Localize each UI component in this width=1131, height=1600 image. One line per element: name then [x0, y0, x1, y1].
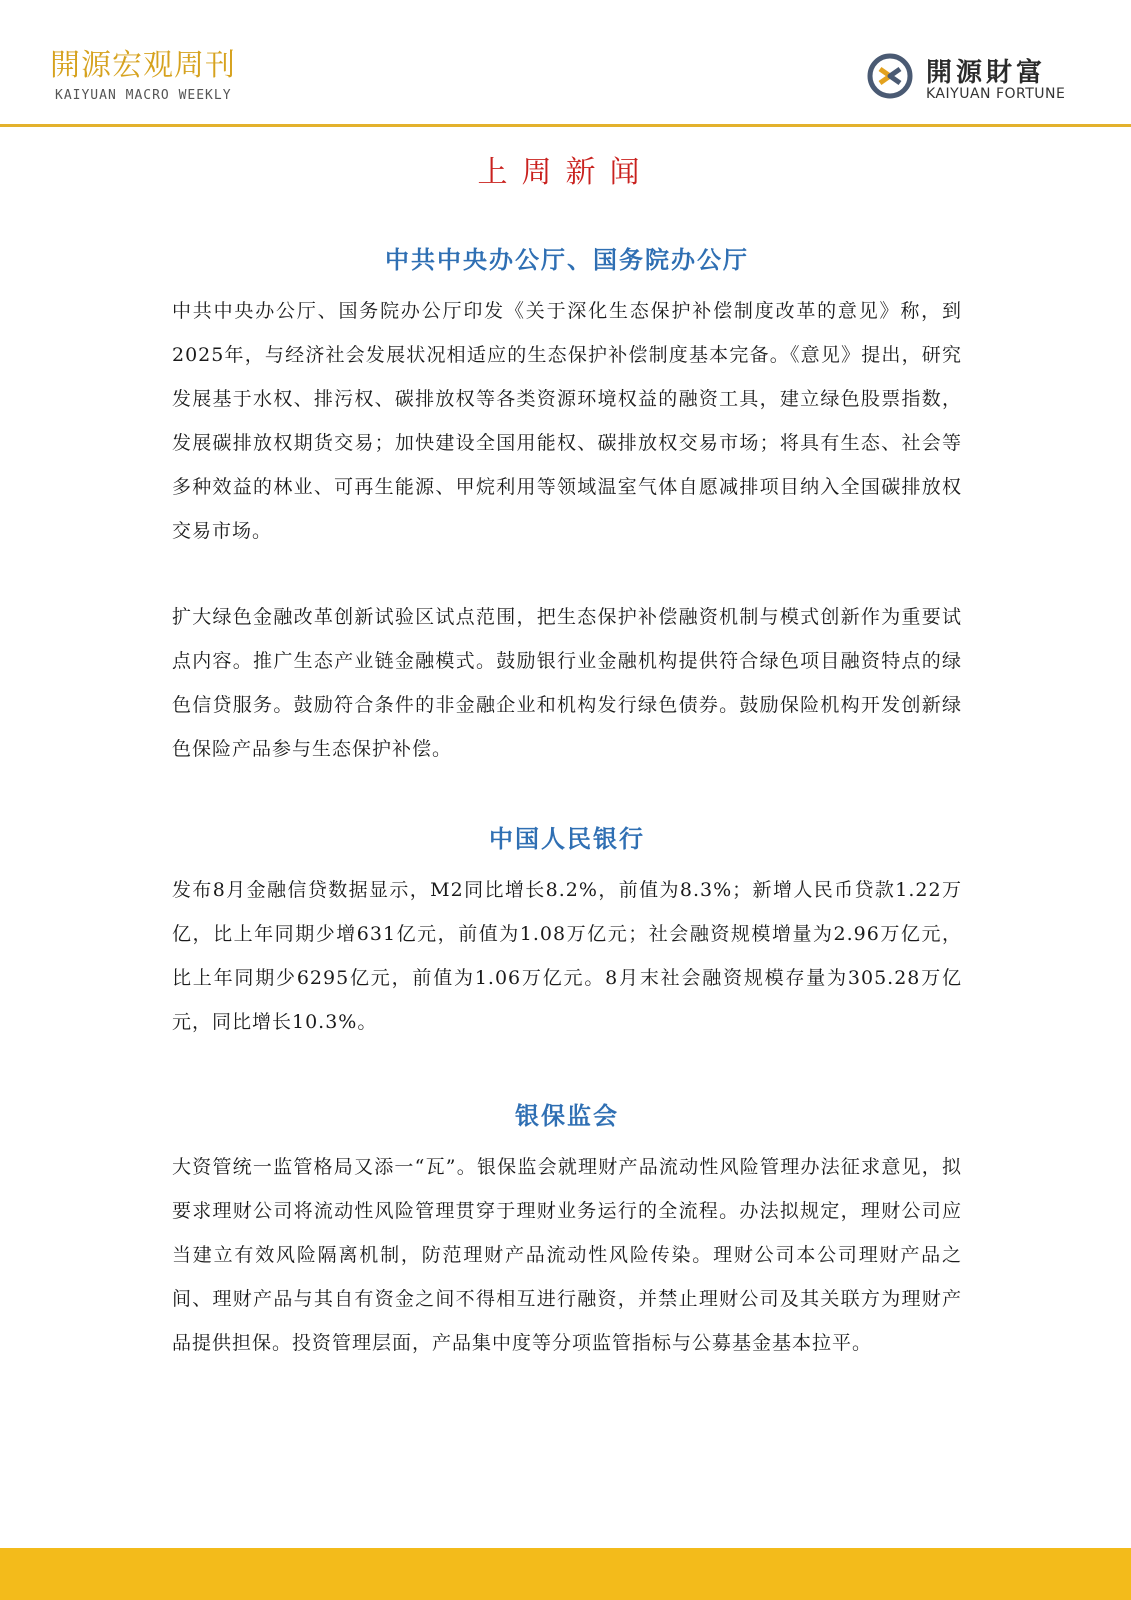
section-paragraph: 大资管统一监管格局又添一“瓦”。银保监会就理财产品流动性风险管理办法征求意见，拟要求理财公司将流动性风险管理贯穿于理财业务运行的全流程。办法拟规定，理财公司应当建立有效风险隔离机制，防范理财产品流动性风险传染。理财公司本公司理财产品之间、理财产品与其自有资金之间不得相互进行融资，并禁止理财公司及其关联方为理财产品提供担保。投资管理层面，产品集中度等分项监管指标与公募基金基本拉平。	[172, 1156, 962, 1354]
kaiyuan-logo	[866, 52, 1086, 108]
news-section-general-office	[172, 240, 962, 771]
footer-bar	[0, 1548, 1131, 1600]
news-content	[172, 240, 962, 1365]
section-title: 中共中央办公厅、国务院办公厅	[385, 245, 749, 274]
section-paragraph: 发布8月金融信贷数据显示，M2同比增长8.2%，前值为8.3%；新增人民币贷款1.22万亿，比上年同期少增631亿元，前值为1.08万亿元；社会融资规模增量为2.96万亿元，比上年同期少6295亿元，前值为1.06万亿元。8月末社会融资规模存量为305.28万亿元，同比增长10.3%。	[172, 879, 962, 1033]
section-paragraph: 中共中央办公厅、国务院办公厅印发《关于深化生态保护补偿制度改革的意见》称，到2025年，与经济社会发展状况相适应的生态保护补偿制度基本完备。《意见》提出，研究发展基于水权、排污权、碳排放权等各类资源环境权益的融资工具，建立绿色股票指数，发展碳排放权期货交易；加快建设全国用能权、碳排放权交易市场；将具有生态、社会等多种效益的林业、可再生能源、甲烷利用等领域温室气体自愿减排项目纳入全国碳排放权交易市场。	[172, 300, 962, 542]
kaiyuan-logo-icon	[866, 52, 914, 100]
news-section-cbirc	[172, 1096, 962, 1365]
news-section-pboc	[172, 819, 962, 1044]
page-header	[0, 0, 1131, 124]
brand-title: 開源宏观周刊	[50, 48, 236, 83]
section-paragraph: 扩大绿色金融改革创新试验区试点范围，把生态保护补偿融资机制与模式创新作为重要试点内容。推广生态产业链金融模式。鼓励银行业金融机构提供符合绿色项目融资特点的绿色信贷服务。鼓励符合条件的非金融企业和机构发行绿色债券。鼓励保险机构开发创新绿色保险产品参与生态保护补偿。	[172, 606, 962, 760]
page-title: 上周新闻	[477, 155, 654, 190]
logo-chinese-name: 開源財富	[926, 58, 1047, 88]
header-divider	[0, 124, 1131, 127]
section-title: 中国人民银行	[489, 824, 645, 853]
brand-subtitle: KAIYUAN MACRO WEEKLY	[55, 88, 232, 103]
section-title: 银保监会	[515, 1101, 619, 1130]
logo-english-name: KAIYUAN FORTUNE	[926, 86, 1066, 102]
